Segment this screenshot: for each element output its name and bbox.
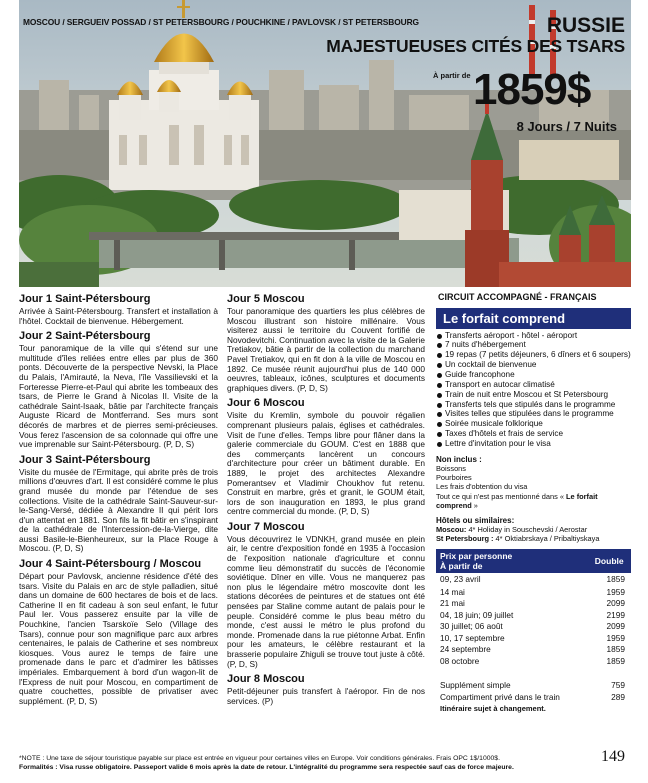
list-item: Guide francophone	[436, 370, 631, 380]
page-number: 149	[601, 748, 625, 765]
hotels-title: Hôtels ou similaires:	[436, 515, 515, 525]
day-text: Départ pour Pavlovsk, ancienne résidence d'été des tsars. Visite du Palais en arc de style palladien, situé dans un domaine de 600 hectares de bois et de lacs. Catherine II en fit cadeau à son seul enfant, le futur Paul Ier. Vous passerez ensuite par la ville de Pouchkine, l'ancien Tsarskoïe Selo (Village des Tsars), connue pour son magnifique parc aux arbres centenaires, le palais de Catherine et ses nombreux kiosques. Vous aurez le temps de faire une promenade dans le parc et d'admirer les bâtisses impériales. Embarquement à bord d'un wagon-lit de l'Express de nuit pour Moscou, en compartiment de quatre couchettes, possible de privatiser avec supplément. (P, D, S)	[19, 571, 218, 706]
departure-date: 10, 17 septembre	[440, 632, 505, 643]
trip-title: MAJESTUEUSES CITÉS DES TSARS	[326, 36, 625, 56]
day-title: Jour 7 Moscou	[227, 520, 305, 533]
day-text: Visite du musée de l'Ermitage, qui abrite près de trois millions d'œuvres d'art. Il est considéré comme le plus grand musée du monde par l'étendue de ses collections. Visite de la cathédrale Saint-Sauveur-sur-le-Sang-Versé, dédiée à Alexandre II qui périt lors d'un attentat en 1881. Son fils la fit bâtir en s'inspirant de la cathédrale de l'Intercession-de-la-Vierge, dite aussi Basile-le-Bienheureux, sur la Place Rouge à Moscou. (P, D, S)	[19, 466, 218, 554]
list-item: Pourboires	[436, 473, 472, 483]
extra-price: 289	[611, 692, 625, 703]
departure-date: 30 juillet; 06 août	[440, 621, 503, 632]
package-sidebar	[436, 293, 631, 715]
price-header-label	[436, 549, 587, 573]
not-included-note	[436, 492, 631, 510]
table-row	[436, 573, 631, 587]
price-value: 1959	[606, 586, 625, 597]
price-value: 1859	[606, 573, 625, 584]
table-row	[436, 633, 631, 645]
table-row	[436, 691, 631, 703]
price-value: 1959	[606, 632, 625, 643]
day-title: Jour 5 Moscou	[227, 293, 305, 305]
list-item: Soirée musicale folklorique	[436, 419, 631, 429]
price-table	[436, 549, 631, 715]
country-title: RUSSIE	[546, 14, 625, 37]
hotel-name: 4* Holiday in Souschevski / Aerostar	[466, 525, 588, 535]
itinerary-note: Itinéraire sujet à changement.	[440, 704, 546, 714]
day-text: Tour panoramique de la ville qui s'étend sur une multitude d'îles reliées entre elles par plus de 360 ponts. Découverte de la perspective Nevski, la Place du Palais, l'Amirauté, la Neva, l'île Vassilievski et la Forteresse Pierre-et-Paul qui abrite les tombeaux des tsars, de Pierre le Grand à Nicolas II. Visite de la cathédrale Saint-Isaak, bâtie par l'architecte français Auguste Ricard de Montferrand. Ses murs sont décorés de marbres et de pierres semi-précieuses. Vous ferez l'ascension de sa colonnade qui offre une vue imprenable sur Saint-Pétersbourg. (P, D, S)	[19, 343, 218, 450]
list-item: Visites telles que stipulées dans le programme	[436, 409, 631, 419]
formalities-label: Formalités :	[19, 764, 58, 771]
day-title: Jour 6 Moscou	[227, 397, 305, 410]
price-value: 1859	[606, 644, 625, 655]
itinerary-column-1	[19, 293, 218, 710]
day-4	[19, 558, 218, 706]
tax-note: *NOTE : Une taxe de séjour touristique payable sur place est entrée en vigueur pour certaines villes en Europe. Voir conditions générales. Frais OPC 1$/1000$.	[19, 755, 500, 762]
table-row	[436, 703, 631, 715]
departure-date: 09, 23 avril	[440, 573, 481, 584]
list-item: Boissons	[436, 463, 466, 473]
trip-duration: 8 Jours / 7 Nuits	[516, 119, 617, 134]
note-bold: Le forfait comprend	[436, 491, 598, 510]
price-from-label: À partir de	[433, 71, 471, 80]
departure-date: 08 octobre	[440, 655, 480, 666]
itinerary-column-2	[227, 293, 425, 710]
list-item: Transferts tels que stipulés dans le programme	[436, 400, 631, 410]
departure-date: 24 septembre	[440, 644, 491, 655]
day-text: Arrivée à Saint-Pétersbourg. Transfert et installation à l'hôtel. Cocktail de bienvenue. Hébergement.	[19, 306, 218, 326]
note-suffix: »	[471, 500, 478, 510]
not-included-title: Non inclus :	[436, 454, 482, 464]
day-5	[227, 293, 425, 393]
day-title: Jour 8 Moscou	[227, 673, 305, 686]
note-prefix: Tout ce qui n'est pas mentionné dans «	[436, 491, 567, 501]
price-table-header	[436, 549, 631, 573]
day-7	[227, 521, 425, 669]
header-line-1: Prix par personne	[440, 550, 513, 561]
header-line-2: À partir de	[440, 560, 483, 571]
day-text: Petit-déjeuner puis transfert à l'aéropor. Fin de nos services. (P)	[227, 686, 425, 706]
hotels-block	[436, 516, 631, 544]
extra-label: Supplément simple	[440, 680, 511, 691]
headline-price: 1859$	[473, 65, 591, 114]
departure-date: 14 mai	[440, 586, 465, 597]
hotel-row	[436, 525, 631, 534]
formalities-text: Visa russe obligatoire. Passeport valide 6 mois après la date de retour. L'intégralité du programme sera respectée sauf cas de force majeure.	[57, 764, 514, 771]
hotel-city: St Petersbourg :	[436, 534, 494, 544]
list-item: Transferts aéroport - hôtel - aéroport	[436, 331, 631, 341]
table-row	[436, 621, 631, 633]
table-row	[436, 644, 631, 656]
table-row	[436, 656, 631, 668]
day-text: Tour panoramique des quartiers les plus célèbres de Moscou illustrant son histoire millénaire. Vous visiterez aussi le territoire du Couvent fortifié de Novodevitchi. Continuation avec la visite de la Galerie Tretiakov, bâtie à partir de la collection du marchand Pavel Tretiakov, qui en fit don à la ville de Moscou en 1892. Ce musée réunit aujourd'hui plus de 140 000 oeuvres, tableaux, icônes, sculptures et documents graphiques divers. (P, D, S)	[227, 306, 425, 393]
hotel-city: Moscou:	[436, 525, 467, 535]
list-item: Lettre d'invitation pour le visa	[436, 439, 631, 449]
hero-photo	[19, 0, 631, 287]
table-spacer	[436, 667, 631, 679]
departure-date: 04, 18 juin; 09 juillet	[440, 609, 514, 620]
list-item: Les frais d'obtention du visa	[436, 482, 528, 492]
price-value: 2099	[606, 598, 625, 609]
table-row	[436, 598, 631, 610]
day-1	[19, 293, 218, 326]
departure-date: 21 mai	[440, 598, 465, 609]
list-item: Transport en autocar climatisé	[436, 380, 631, 390]
list-item: Taxes d'hôtels et frais de service	[436, 429, 631, 439]
price-value: 1859	[606, 655, 625, 666]
list-item: 7 nuits d'hébergement	[436, 340, 631, 350]
day-title: Jour 1 Saint-Pétersbourg	[19, 293, 151, 305]
price-value: 2099	[606, 621, 625, 632]
circuit-type: CIRCUIT ACCOMPAGNÉ - FRANÇAIS	[438, 292, 597, 302]
list-item: 19 repas (7 petits déjeuners, 6 dîners et 6 soupers)	[436, 350, 631, 360]
day-text: Vous découvrirez le VDNKH, grand musée en plein air, le centre d'exposition fondé en 1935 à l'occasion de l'exposition nationale d'agriculture et connu comme lieu démonstratif du succès de l'économie soviétique. Dîner en ville. Vous ne manquerez pas non plus le légendaire métro moscovite dont les stations décorées de peintures et de statues ont été pensées par Staline comme autant de palais pour le peuple. Considéré comme le plus beau métro du monde, c'est aussi le métro le plus profond du monde. Promenade dans la rue piétonne Arbat. Enfin pour les amateurs, le célèbre restaurant et la brasserie populaire Zhiguli se trouve tout juste à côté. (P, D, S)	[227, 533, 425, 669]
day-2	[19, 330, 218, 450]
day-title: Jour 2 Saint-Pétersbourg	[19, 330, 151, 343]
trip-title-block	[326, 15, 625, 56]
list-item: Un cocktail de bienvenue	[436, 360, 631, 370]
price-header-double: Double	[587, 549, 631, 573]
day-8	[227, 673, 425, 706]
table-row	[436, 587, 631, 599]
hotel-name: 4* Oktiabrskaya / Pribaltiyskaya	[493, 534, 600, 544]
price-value: 2199	[606, 609, 625, 620]
not-included-block	[436, 455, 631, 510]
includes-list	[436, 331, 631, 449]
table-row	[436, 679, 631, 691]
hotel-row	[436, 534, 631, 543]
day-text: Visite du Kremlin, symbole du pouvoir régalien comprenant plusieurs palais, églises et cathédrales. Visit de l'une d'elles. Temps libre pour flâner dans la galerie commerciale du GOUM. C'est en 1888 que des commerçants lancèrent un concours d'architecture pour créer un bâtiment durable. En 1889, le projet des architectes Alexandre Pomerantsev et Vladimir Choukhov fut retenu. Construit en marbre, grès et granit, le GOUM était, lors de son inauguration en 1893, le plus grand centre commercial du monde. (P, D, S)	[227, 410, 425, 517]
table-row	[436, 610, 631, 622]
route-list: MOSCOU / SERGUEIV POSSAD / ST PETERSBOURG / POUCHKINE / PAVLOVSK / ST PETERSBOURG	[23, 17, 419, 27]
forfait-banner: Le forfait comprend	[436, 308, 631, 329]
day-title: Jour 3 Saint-Pétersbourg	[19, 453, 151, 466]
extra-price: 759	[611, 680, 625, 691]
extra-label: Compartiment privé dans le train	[440, 692, 560, 703]
list-item: Train de nuit entre Moscou et St Petersbourg	[436, 390, 631, 400]
footer-notes	[19, 754, 604, 772]
formalities-note	[19, 763, 604, 772]
day-6	[227, 397, 425, 517]
day-title: Jour 4 Saint-Pétersbourg / Moscou	[19, 558, 202, 571]
day-3	[19, 454, 218, 554]
